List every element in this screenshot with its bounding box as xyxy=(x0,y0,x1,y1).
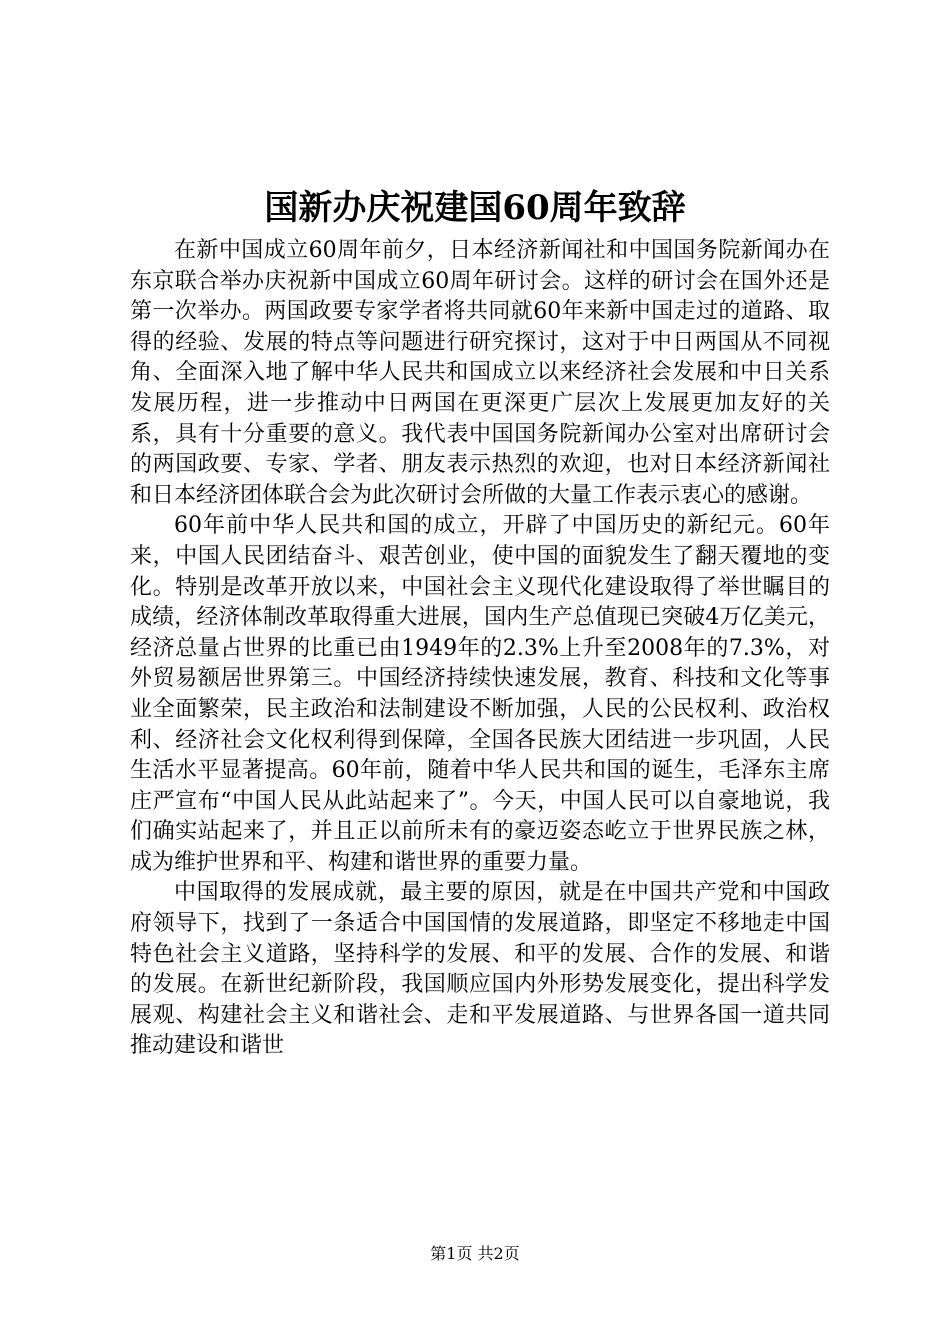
page-footer: 第1页 共2页 xyxy=(430,1244,520,1263)
document-body xyxy=(130,236,830,1062)
paragraph: 中国取得的发展成就，最主要的原因，就是在中国共产党和中国政府领导下，找到了一条适合中国国情的发展道路，即坚定不移地走中国特色社会主义道路，坚持科学的发展、和平的发展、合作的发展、和谐的发展。在新世纪新阶段，我国顺应国内外形势发展变化，提出科学发展观、构建社会主义和谐社会、走和平发展道路、与世界各国一道共同推动建设和谐世 xyxy=(130,880,830,1059)
paragraph: 60年前中华人民共和国的成立，开辟了中国历史的新纪元。60年来，中国人民团结奋斗、艰苦创业，使中国的面貌发生了翻天覆地的变化。特别是改革开放以来，中国社会主义现代化建设取得了举世瞩目的成绩，经济体制改革取得重大进展，国内生产总值现已突破4万亿美元，经济总量占世界的比重已由1949年的2.3%上升至2008年的7.3%，对外贸易额居世界第三。中国经济持续快速发展，教育、科技和文化等事业全面繁荣，民主政治和法制建设不断加强，人民的公民权利、政治权利、经济社会文化权利得到保障，全国各民族大团结进一步巩固，人民生活水平显著提高。60年前，随着中华人民共和国的诞生，毛泽东主席庄严宣布“中国人民从此站起来了”。今天，中国人民可以自豪地说，我们确实站起来了，并且正以前所未有的豪迈姿态屹立于世界民族之林，成为维护世界和平、构建和谐世界的重要力量。 xyxy=(130,513,830,875)
document-title: 国新办庆祝建国60周年致辞 xyxy=(264,188,686,228)
paragraph: 在新中国成立60周年前夕，日本经济新闻社和中国国务院新闻办在东京联合举办庆祝新中国成立60周年研讨会。这样的研讨会在国外还是第一次举办。两国政要专家学者将共同就60年来新中国走过的道路、取得的经验、发展的特点等问题进行研究探讨，这对于中日两国从不同视角、全面深入地了解中华人民共和国成立以来经济社会发展和中日关系发展历程，进一步推动中日两国在更深更广层次上发展更加友好的关系，具有十分重要的意义。我代表中国国务院新闻办公室对出席研讨会的两国政要、专家、学者、朋友表示热烈的欢迎，也对日本经济新闻社和日本经济团体联合会为此次研讨会所做的大量工作表示衷心的感谢。 xyxy=(130,238,830,508)
